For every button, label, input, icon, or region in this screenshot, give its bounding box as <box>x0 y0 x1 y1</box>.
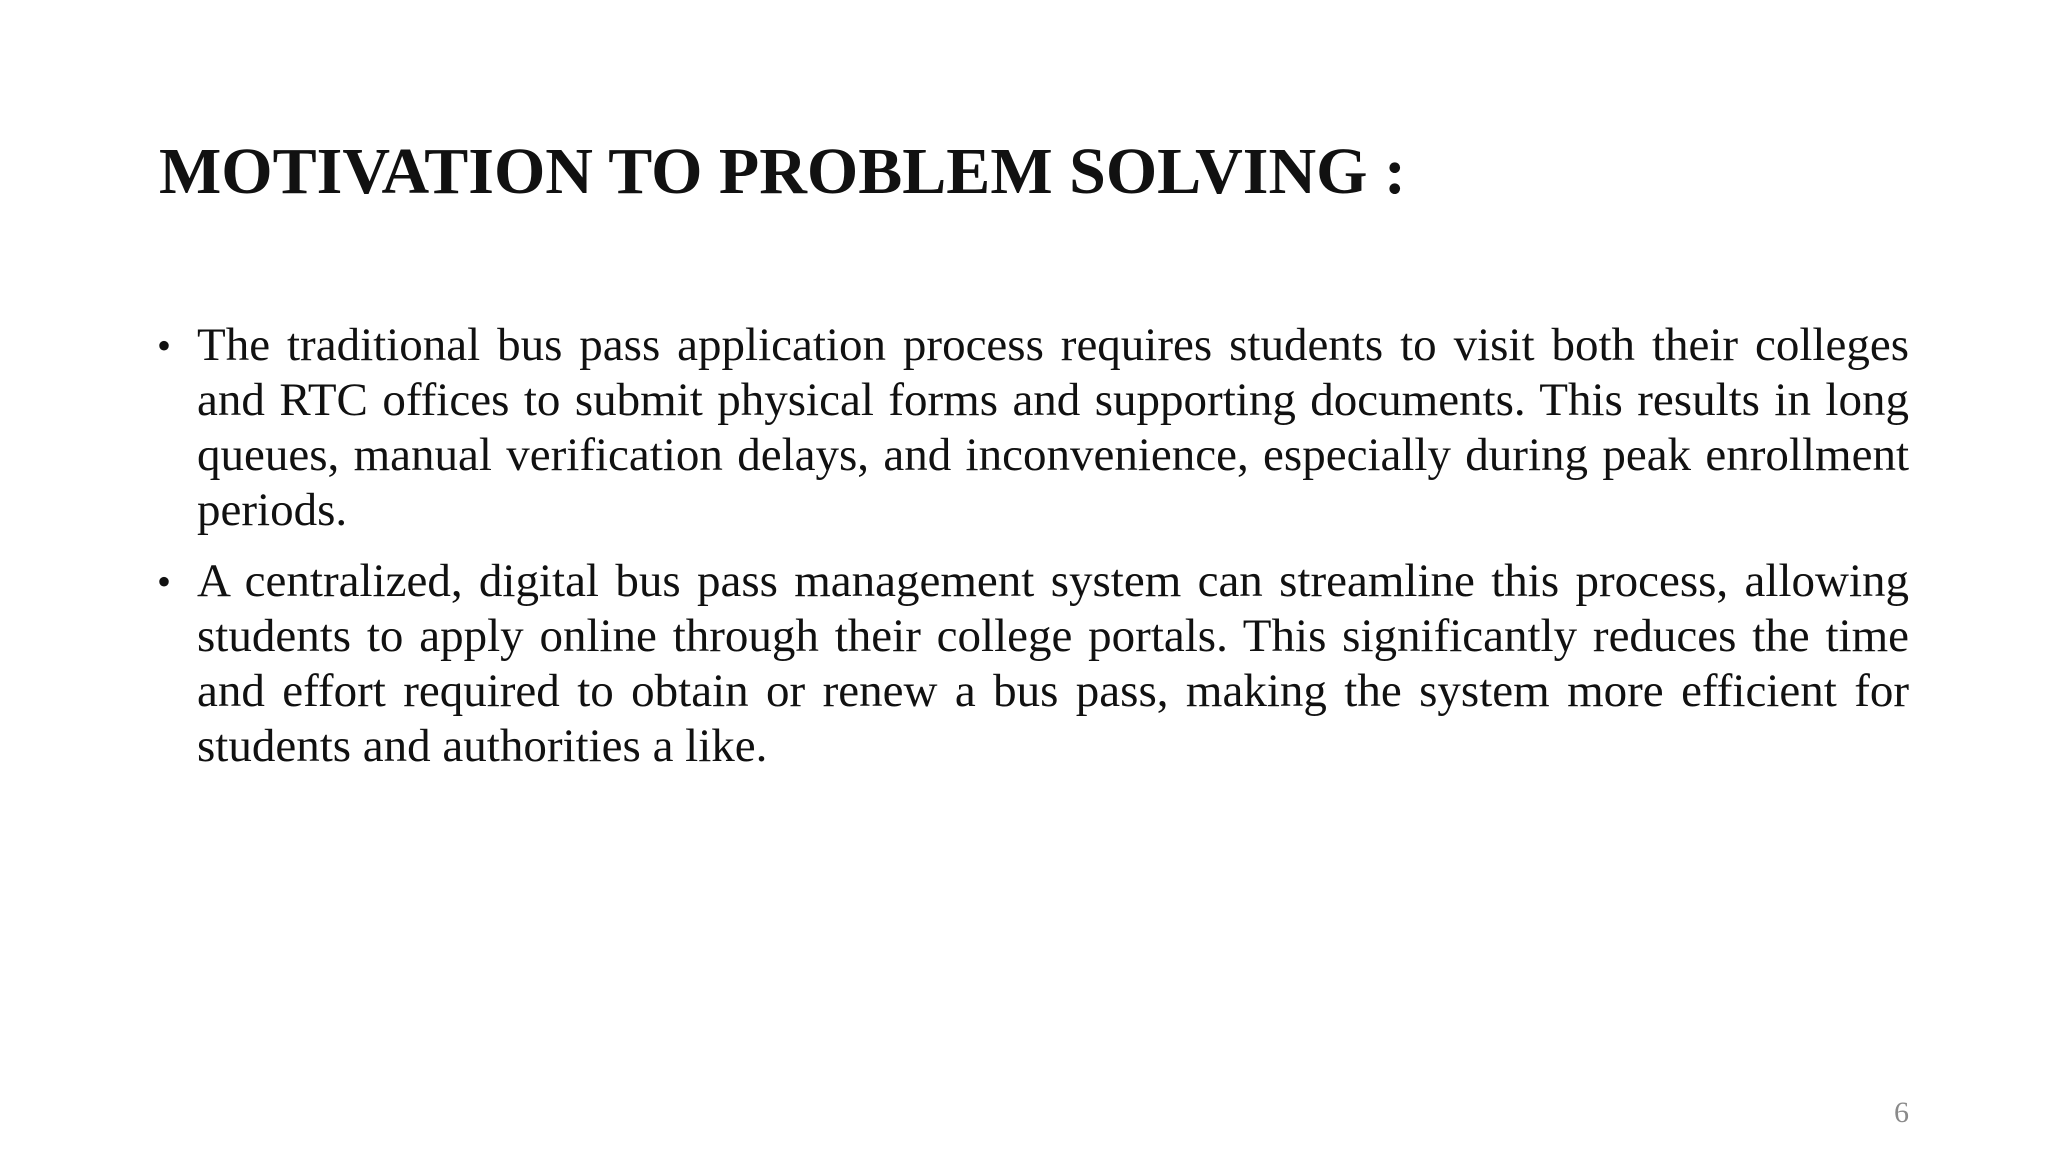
bullet-item <box>157 554 1909 774</box>
bullet-dot-icon: • <box>157 323 172 368</box>
slide-title: MOTIVATION TO PROBLEM SOLVING : <box>159 135 1406 208</box>
bullet-dot-icon: • <box>157 559 172 604</box>
bullet-text: A centralized, digital bus pass management system can streamline this process, allowing students to apply online through their college portals. This significantly reduces the time and effort required to obtain or renew a bus pass, making the system more efficient for students and authorities a like. <box>197 555 1909 772</box>
bullet-list <box>157 318 1909 790</box>
bullet-text: The traditional bus pass application process requires students to visit both their colleges and RTC offices to submit physical forms and supporting documents. This results in long queues, manual verification delays, and inconvenience, especially during peak enrollment periods. <box>197 319 1909 536</box>
page-number: 6 <box>1894 1096 1909 1129</box>
bullet-item <box>157 318 1909 538</box>
